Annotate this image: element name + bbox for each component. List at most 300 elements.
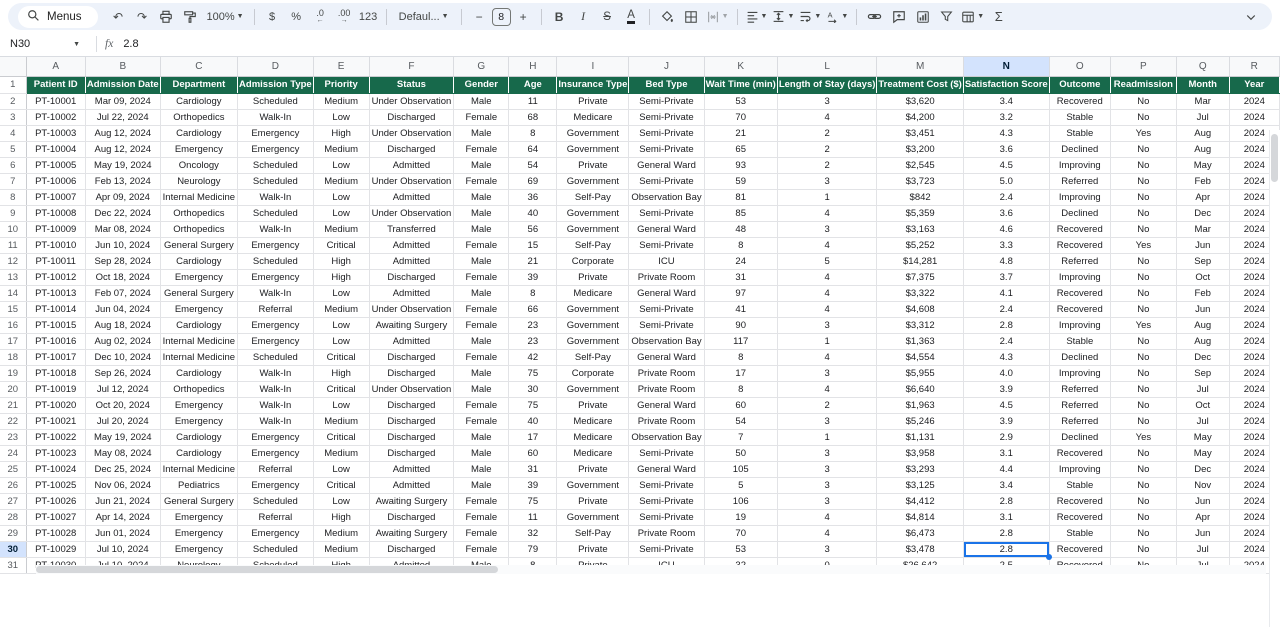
cell-O18[interactable]: Declined bbox=[1049, 349, 1110, 365]
cell-F8[interactable]: Admitted bbox=[369, 189, 454, 205]
cell-P7[interactable]: No bbox=[1110, 173, 1176, 189]
functions-button[interactable] bbox=[987, 5, 1010, 28]
cell-R11[interactable]: 2024 bbox=[1229, 237, 1279, 253]
cell-P12[interactable]: No bbox=[1110, 253, 1176, 269]
cell-O13[interactable]: Improving bbox=[1049, 269, 1110, 285]
cell-F12[interactable]: Admitted bbox=[369, 253, 454, 269]
cell-J3[interactable]: Semi-Private bbox=[629, 109, 704, 125]
cell-R3[interactable]: 2024 bbox=[1229, 109, 1279, 125]
cell-I24[interactable]: Medicare bbox=[557, 445, 629, 461]
cell-I30[interactable]: Private bbox=[557, 541, 629, 557]
cell-I25[interactable]: Private bbox=[557, 461, 629, 477]
cell-E16[interactable]: Low bbox=[313, 317, 369, 333]
cell-G20[interactable]: Male bbox=[454, 381, 509, 397]
vertical-scrollbar[interactable] bbox=[1269, 130, 1280, 627]
cell-G19[interactable]: Male bbox=[454, 365, 509, 381]
cell-A14[interactable]: PT-10013 bbox=[26, 285, 85, 301]
cell-Q10[interactable]: Mar bbox=[1176, 221, 1229, 237]
cell-B13[interactable]: Oct 18, 2024 bbox=[85, 269, 160, 285]
decrease-font-size-button[interactable] bbox=[468, 5, 491, 28]
cell-M26[interactable]: $3,125 bbox=[877, 477, 963, 493]
cell-N11[interactable]: 3.3 bbox=[963, 237, 1049, 253]
cell-R15[interactable]: 2024 bbox=[1229, 301, 1279, 317]
cell-B25[interactable]: Dec 25, 2024 bbox=[85, 461, 160, 477]
cell-K6[interactable]: 93 bbox=[704, 157, 777, 173]
cell-K24[interactable]: 50 bbox=[704, 445, 777, 461]
column-header-L[interactable]: L bbox=[777, 57, 877, 76]
cell-Q9[interactable]: Dec bbox=[1176, 205, 1229, 221]
cell-A16[interactable]: PT-10015 bbox=[26, 317, 85, 333]
cell-M28[interactable]: $4,814 bbox=[877, 509, 963, 525]
cell-Q20[interactable]: Jul bbox=[1176, 381, 1229, 397]
cell-R8[interactable]: 2024 bbox=[1229, 189, 1279, 205]
cell-E26[interactable]: Critical bbox=[313, 477, 369, 493]
cell-K29[interactable]: 70 bbox=[704, 525, 777, 541]
row-header-5[interactable]: 5 bbox=[0, 141, 26, 157]
cell-Q21[interactable]: Oct bbox=[1176, 397, 1229, 413]
cell-R20[interactable]: 2024 bbox=[1229, 381, 1279, 397]
cell-K28[interactable]: 19 bbox=[704, 509, 777, 525]
decrease-decimal-button[interactable] bbox=[309, 5, 332, 28]
cell-R22[interactable]: 2024 bbox=[1229, 413, 1279, 429]
cell-P23[interactable]: Yes bbox=[1110, 429, 1176, 445]
cell-G27[interactable]: Female bbox=[454, 493, 509, 509]
cell-N6[interactable]: 4.5 bbox=[963, 157, 1049, 173]
row-header-2[interactable]: 2 bbox=[0, 93, 26, 109]
font-select[interactable] bbox=[393, 5, 455, 28]
cell-A18[interactable]: PT-10017 bbox=[26, 349, 85, 365]
cell-F28[interactable]: Discharged bbox=[369, 509, 454, 525]
cell-P2[interactable]: No bbox=[1110, 93, 1176, 109]
cell-J6[interactable]: General Ward bbox=[629, 157, 704, 173]
paint-format-button[interactable] bbox=[179, 5, 202, 28]
cell-H29[interactable]: 32 bbox=[509, 525, 557, 541]
cell-F9[interactable]: Under Observation bbox=[369, 205, 454, 221]
cell-R18[interactable]: 2024 bbox=[1229, 349, 1279, 365]
cell-L21[interactable]: 2 bbox=[777, 397, 877, 413]
cell-H22[interactable]: 40 bbox=[509, 413, 557, 429]
cell-D24[interactable]: Emergency bbox=[238, 445, 314, 461]
cell-N22[interactable]: 3.9 bbox=[963, 413, 1049, 429]
cell-L8[interactable]: 1 bbox=[777, 189, 877, 205]
row-header-23[interactable]: 23 bbox=[0, 429, 26, 445]
cell-O21[interactable]: Referred bbox=[1049, 397, 1110, 413]
cell-J16[interactable]: Semi-Private bbox=[629, 317, 704, 333]
cell-F18[interactable]: Discharged bbox=[369, 349, 454, 365]
cell-D8[interactable]: Walk-In bbox=[238, 189, 314, 205]
cell-O4[interactable]: Stable bbox=[1049, 125, 1110, 141]
cell-B3[interactable]: Jul 22, 2024 bbox=[85, 109, 160, 125]
cell-F7[interactable]: Under Observation bbox=[369, 173, 454, 189]
cell-O3[interactable]: Stable bbox=[1049, 109, 1110, 125]
cell-I20[interactable]: Government bbox=[557, 381, 629, 397]
cell-L24[interactable]: 3 bbox=[777, 445, 877, 461]
cell-M20[interactable]: $6,640 bbox=[877, 381, 963, 397]
cell-N3[interactable]: 3.2 bbox=[963, 109, 1049, 125]
cell-O11[interactable]: Recovered bbox=[1049, 237, 1110, 253]
cell-R5[interactable]: 2024 bbox=[1229, 141, 1279, 157]
cell-G29[interactable]: Female bbox=[454, 525, 509, 541]
header-cell-O[interactable]: Outcome bbox=[1049, 76, 1110, 93]
cell-J18[interactable]: General Ward bbox=[629, 349, 704, 365]
cell-G23[interactable]: Male bbox=[454, 429, 509, 445]
text-color-button[interactable] bbox=[620, 5, 643, 28]
cell-I27[interactable]: Private bbox=[557, 493, 629, 509]
column-header-I[interactable]: I bbox=[557, 57, 629, 76]
cell-P25[interactable]: No bbox=[1110, 461, 1176, 477]
cell-I15[interactable]: Government bbox=[557, 301, 629, 317]
cell-C12[interactable]: Cardiology bbox=[160, 253, 237, 269]
cell-A21[interactable]: PT-10020 bbox=[26, 397, 85, 413]
cell-K18[interactable]: 8 bbox=[704, 349, 777, 365]
cell-R24[interactable]: 2024 bbox=[1229, 445, 1279, 461]
cell-B29[interactable]: Jun 01, 2024 bbox=[85, 525, 160, 541]
cell-I29[interactable]: Self-Pay bbox=[557, 525, 629, 541]
cell-M7[interactable]: $3,723 bbox=[877, 173, 963, 189]
cell-R14[interactable]: 2024 bbox=[1229, 285, 1279, 301]
cell-H23[interactable]: 17 bbox=[509, 429, 557, 445]
cell-E7[interactable]: Medium bbox=[313, 173, 369, 189]
cell-K4[interactable]: 21 bbox=[704, 125, 777, 141]
row-header-8[interactable]: 8 bbox=[0, 189, 26, 205]
cell-H17[interactable]: 23 bbox=[509, 333, 557, 349]
cell-B6[interactable]: May 19, 2024 bbox=[85, 157, 160, 173]
strikethrough-button[interactable] bbox=[596, 5, 619, 28]
row-header-3[interactable]: 3 bbox=[0, 109, 26, 125]
column-header-R[interactable]: R bbox=[1229, 57, 1279, 76]
cell-F16[interactable]: Awaiting Surgery bbox=[369, 317, 454, 333]
cell-P18[interactable]: No bbox=[1110, 349, 1176, 365]
cell-F2[interactable]: Under Observation bbox=[369, 93, 454, 109]
cell-L13[interactable]: 4 bbox=[777, 269, 877, 285]
cell-A2[interactable]: PT-10001 bbox=[26, 93, 85, 109]
column-header-K[interactable]: K bbox=[704, 57, 777, 76]
cell-A3[interactable]: PT-10002 bbox=[26, 109, 85, 125]
cell-M30[interactable]: $3,478 bbox=[877, 541, 963, 557]
cell-Q23[interactable]: May bbox=[1176, 429, 1229, 445]
cell-P28[interactable]: No bbox=[1110, 509, 1176, 525]
cell-L20[interactable]: 4 bbox=[777, 381, 877, 397]
cell-G7[interactable]: Female bbox=[454, 173, 509, 189]
cell-L14[interactable]: 4 bbox=[777, 285, 877, 301]
cell-Q29[interactable]: Jun bbox=[1176, 525, 1229, 541]
cell-F10[interactable]: Transferred bbox=[369, 221, 454, 237]
cell-K26[interactable]: 5 bbox=[704, 477, 777, 493]
cell-K5[interactable]: 65 bbox=[704, 141, 777, 157]
header-cell-L[interactable]: Length of Stay (days) bbox=[777, 76, 877, 93]
cell-O7[interactable]: Referred bbox=[1049, 173, 1110, 189]
cell-E10[interactable]: Medium bbox=[313, 221, 369, 237]
cell-H12[interactable]: 21 bbox=[509, 253, 557, 269]
cell-B21[interactable]: Oct 20, 2024 bbox=[85, 397, 160, 413]
cell-G22[interactable]: Female bbox=[454, 413, 509, 429]
cell-J8[interactable]: Observation Bay bbox=[629, 189, 704, 205]
cell-N20[interactable]: 3.9 bbox=[963, 381, 1049, 397]
row-header-11[interactable]: 11 bbox=[0, 237, 26, 253]
cell-R7[interactable]: 2024 bbox=[1229, 173, 1279, 189]
cell-D20[interactable]: Walk-In bbox=[238, 381, 314, 397]
cell-G18[interactable]: Female bbox=[454, 349, 509, 365]
cell-Q5[interactable]: Aug bbox=[1176, 141, 1229, 157]
cell-B30[interactable]: Jul 10, 2024 bbox=[85, 541, 160, 557]
cell-F27[interactable]: Awaiting Surgery bbox=[369, 493, 454, 509]
column-header-J[interactable]: J bbox=[629, 57, 704, 76]
column-header-M[interactable]: M bbox=[877, 57, 963, 76]
cell-H8[interactable]: 36 bbox=[509, 189, 557, 205]
cell-M17[interactable]: $1,363 bbox=[877, 333, 963, 349]
cell-B2[interactable]: Mar 09, 2024 bbox=[85, 93, 160, 109]
header-cell-E[interactable]: Priority bbox=[313, 76, 369, 93]
cell-D9[interactable]: Scheduled bbox=[238, 205, 314, 221]
cell-R30[interactable]: 2024 bbox=[1229, 541, 1279, 557]
cell-M14[interactable]: $3,322 bbox=[877, 285, 963, 301]
cell-P11[interactable]: Yes bbox=[1110, 237, 1176, 253]
cell-C21[interactable]: Emergency bbox=[160, 397, 237, 413]
header-cell-G[interactable]: Gender bbox=[454, 76, 509, 93]
cell-O17[interactable]: Stable bbox=[1049, 333, 1110, 349]
cell-E23[interactable]: Critical bbox=[313, 429, 369, 445]
cell-J25[interactable]: General Ward bbox=[629, 461, 704, 477]
cell-K14[interactable]: 97 bbox=[704, 285, 777, 301]
font-size-input[interactable] bbox=[492, 8, 511, 26]
cell-R16[interactable]: 2024 bbox=[1229, 317, 1279, 333]
cell-A5[interactable]: PT-10004 bbox=[26, 141, 85, 157]
insert-chart-button[interactable] bbox=[911, 5, 934, 28]
cell-R19[interactable]: 2024 bbox=[1229, 365, 1279, 381]
cell-N23[interactable]: 2.9 bbox=[963, 429, 1049, 445]
cell-D3[interactable]: Walk-In bbox=[238, 109, 314, 125]
cell-Q26[interactable]: Nov bbox=[1176, 477, 1229, 493]
cell-H11[interactable]: 15 bbox=[509, 237, 557, 253]
cell-Q6[interactable]: May bbox=[1176, 157, 1229, 173]
bold-button[interactable] bbox=[548, 5, 571, 28]
cell-H9[interactable]: 40 bbox=[509, 205, 557, 221]
cell-N10[interactable]: 4.6 bbox=[963, 221, 1049, 237]
redo-button[interactable] bbox=[131, 5, 154, 28]
cell-D21[interactable]: Walk-In bbox=[238, 397, 314, 413]
cell-O5[interactable]: Declined bbox=[1049, 141, 1110, 157]
cell-G30[interactable]: Female bbox=[454, 541, 509, 557]
cell-D12[interactable]: Scheduled bbox=[238, 253, 314, 269]
cell-E19[interactable]: High bbox=[313, 365, 369, 381]
row-header-15[interactable]: 15 bbox=[0, 301, 26, 317]
row-header-4[interactable]: 4 bbox=[0, 125, 26, 141]
cell-J22[interactable]: Private Room bbox=[629, 413, 704, 429]
cell-I6[interactable]: Private bbox=[557, 157, 629, 173]
increase-font-size-button[interactable] bbox=[512, 5, 535, 28]
cell-P4[interactable]: Yes bbox=[1110, 125, 1176, 141]
cell-P21[interactable]: No bbox=[1110, 397, 1176, 413]
cell-N18[interactable]: 4.3 bbox=[963, 349, 1049, 365]
cell-A13[interactable]: PT-10012 bbox=[26, 269, 85, 285]
cell-Q25[interactable]: Dec bbox=[1176, 461, 1229, 477]
cell-I18[interactable]: Self-Pay bbox=[557, 349, 629, 365]
cell-K2[interactable]: 53 bbox=[704, 93, 777, 109]
cell-E11[interactable]: Critical bbox=[313, 237, 369, 253]
cell-M5[interactable]: $3,200 bbox=[877, 141, 963, 157]
column-header-G[interactable]: G bbox=[454, 57, 509, 76]
cell-R6[interactable]: 2024 bbox=[1229, 157, 1279, 173]
cell-K16[interactable]: 90 bbox=[704, 317, 777, 333]
cell-D17[interactable]: Emergency bbox=[238, 333, 314, 349]
cell-N30[interactable]: 2.8 bbox=[963, 541, 1049, 557]
cell-C19[interactable]: Cardiology bbox=[160, 365, 237, 381]
cell-O20[interactable]: Referred bbox=[1049, 381, 1110, 397]
cell-H20[interactable]: 30 bbox=[509, 381, 557, 397]
cell-D7[interactable]: Scheduled bbox=[238, 173, 314, 189]
fill-color-button[interactable] bbox=[656, 5, 679, 28]
cell-O10[interactable]: Recovered bbox=[1049, 221, 1110, 237]
cell-B17[interactable]: Aug 02, 2024 bbox=[85, 333, 160, 349]
cell-Q3[interactable]: Jul bbox=[1176, 109, 1229, 125]
cell-C13[interactable]: Emergency bbox=[160, 269, 237, 285]
cell-M11[interactable]: $5,252 bbox=[877, 237, 963, 253]
cell-J21[interactable]: General Ward bbox=[629, 397, 704, 413]
cell-H24[interactable]: 60 bbox=[509, 445, 557, 461]
cell-F3[interactable]: Discharged bbox=[369, 109, 454, 125]
cell-H25[interactable]: 31 bbox=[509, 461, 557, 477]
cell-M21[interactable]: $1,963 bbox=[877, 397, 963, 413]
cell-B5[interactable]: Aug 12, 2024 bbox=[85, 141, 160, 157]
cell-L16[interactable]: 3 bbox=[777, 317, 877, 333]
cell-F14[interactable]: Admitted bbox=[369, 285, 454, 301]
cell-F15[interactable]: Under Observation bbox=[369, 301, 454, 317]
cell-P26[interactable]: No bbox=[1110, 477, 1176, 493]
cell-G24[interactable]: Male bbox=[454, 445, 509, 461]
cell-L15[interactable]: 4 bbox=[777, 301, 877, 317]
cell-J23[interactable]: Observation Bay bbox=[629, 429, 704, 445]
cell-F13[interactable]: Discharged bbox=[369, 269, 454, 285]
cell-B28[interactable]: Apr 14, 2024 bbox=[85, 509, 160, 525]
cell-L5[interactable]: 2 bbox=[777, 141, 877, 157]
cell-B20[interactable]: Jul 12, 2024 bbox=[85, 381, 160, 397]
cell-N25[interactable]: 4.4 bbox=[963, 461, 1049, 477]
cell-F21[interactable]: Discharged bbox=[369, 397, 454, 413]
cell-N12[interactable]: 4.8 bbox=[963, 253, 1049, 269]
cell-C25[interactable]: Internal Medicine bbox=[160, 461, 237, 477]
cell-P20[interactable]: No bbox=[1110, 381, 1176, 397]
row-header-27[interactable]: 27 bbox=[0, 493, 26, 509]
cell-B15[interactable]: Jun 04, 2024 bbox=[85, 301, 160, 317]
cell-N26[interactable]: 3.4 bbox=[963, 477, 1049, 493]
cell-I21[interactable]: Private bbox=[557, 397, 629, 413]
cell-A29[interactable]: PT-10028 bbox=[26, 525, 85, 541]
row-header-21[interactable]: 21 bbox=[0, 397, 26, 413]
cell-I22[interactable]: Medicare bbox=[557, 413, 629, 429]
cell-O9[interactable]: Declined bbox=[1049, 205, 1110, 221]
vertical-scrollbar-thumb[interactable] bbox=[1271, 134, 1278, 182]
cell-M13[interactable]: $7,375 bbox=[877, 269, 963, 285]
cell-E17[interactable]: Low bbox=[313, 333, 369, 349]
cell-I13[interactable]: Private bbox=[557, 269, 629, 285]
cell-L4[interactable]: 2 bbox=[777, 125, 877, 141]
cell-O15[interactable]: Recovered bbox=[1049, 301, 1110, 317]
cell-Q22[interactable]: Jul bbox=[1176, 413, 1229, 429]
cell-R21[interactable]: 2024 bbox=[1229, 397, 1279, 413]
cell-H15[interactable]: 66 bbox=[509, 301, 557, 317]
column-header-A[interactable]: A bbox=[26, 57, 85, 76]
hide-menus-button[interactable] bbox=[1239, 5, 1262, 28]
cell-L11[interactable]: 4 bbox=[777, 237, 877, 253]
cell-A26[interactable]: PT-10025 bbox=[26, 477, 85, 493]
cell-K7[interactable]: 59 bbox=[704, 173, 777, 189]
header-cell-A[interactable]: Patient ID bbox=[26, 76, 85, 93]
cell-P14[interactable]: No bbox=[1110, 285, 1176, 301]
column-header-P[interactable]: P bbox=[1110, 57, 1176, 76]
row-header-19[interactable]: 19 bbox=[0, 365, 26, 381]
row-header-7[interactable]: 7 bbox=[0, 173, 26, 189]
row-header-28[interactable]: 28 bbox=[0, 509, 26, 525]
cell-P22[interactable]: No bbox=[1110, 413, 1176, 429]
cell-L17[interactable]: 1 bbox=[777, 333, 877, 349]
cell-L12[interactable]: 5 bbox=[777, 253, 877, 269]
cell-G5[interactable]: Female bbox=[454, 141, 509, 157]
cell-O6[interactable]: Improving bbox=[1049, 157, 1110, 173]
cell-D26[interactable]: Emergency bbox=[238, 477, 314, 493]
cell-C28[interactable]: Emergency bbox=[160, 509, 237, 525]
cell-A6[interactable]: PT-10005 bbox=[26, 157, 85, 173]
cell-D29[interactable]: Emergency bbox=[238, 525, 314, 541]
borders-button[interactable] bbox=[680, 5, 703, 28]
cell-C16[interactable]: Cardiology bbox=[160, 317, 237, 333]
row-header-13[interactable]: 13 bbox=[0, 269, 26, 285]
cell-P6[interactable]: No bbox=[1110, 157, 1176, 173]
cell-K9[interactable]: 85 bbox=[704, 205, 777, 221]
header-cell-C[interactable]: Department bbox=[160, 76, 237, 93]
print-button[interactable] bbox=[155, 5, 178, 28]
row-header-1[interactable]: 1 bbox=[0, 76, 26, 93]
cell-G14[interactable]: Male bbox=[454, 285, 509, 301]
cell-E2[interactable]: Medium bbox=[313, 93, 369, 109]
zoom-select[interactable] bbox=[203, 5, 248, 28]
cell-H18[interactable]: 42 bbox=[509, 349, 557, 365]
cell-N28[interactable]: 3.1 bbox=[963, 509, 1049, 525]
cell-O19[interactable]: Improving bbox=[1049, 365, 1110, 381]
cell-C3[interactable]: Orthopedics bbox=[160, 109, 237, 125]
cell-H26[interactable]: 39 bbox=[509, 477, 557, 493]
cell-B23[interactable]: May 19, 2024 bbox=[85, 429, 160, 445]
cell-N17[interactable]: 2.4 bbox=[963, 333, 1049, 349]
cell-J15[interactable]: Semi-Private bbox=[629, 301, 704, 317]
cell-D2[interactable]: Scheduled bbox=[238, 93, 314, 109]
cell-H10[interactable]: 56 bbox=[509, 221, 557, 237]
cell-O2[interactable]: Recovered bbox=[1049, 93, 1110, 109]
header-cell-Q[interactable]: Month bbox=[1176, 76, 1229, 93]
cell-J30[interactable]: Semi-Private bbox=[629, 541, 704, 557]
cell-I11[interactable]: Self-Pay bbox=[557, 237, 629, 253]
cell-I5[interactable]: Government bbox=[557, 141, 629, 157]
cell-D27[interactable]: Scheduled bbox=[238, 493, 314, 509]
cell-G17[interactable]: Male bbox=[454, 333, 509, 349]
cell-A25[interactable]: PT-10024 bbox=[26, 461, 85, 477]
cell-C8[interactable]: Internal Medicine bbox=[160, 189, 237, 205]
header-cell-M[interactable]: Treatment Cost ($) bbox=[877, 76, 963, 93]
cell-R2[interactable]: 2024 bbox=[1229, 93, 1279, 109]
cell-O26[interactable]: Stable bbox=[1049, 477, 1110, 493]
cell-I23[interactable]: Medicare bbox=[557, 429, 629, 445]
cell-O28[interactable]: Recovered bbox=[1049, 509, 1110, 525]
row-header-17[interactable]: 17 bbox=[0, 333, 26, 349]
cell-F20[interactable]: Under Observation bbox=[369, 381, 454, 397]
cell-R12[interactable]: 2024 bbox=[1229, 253, 1279, 269]
cell-M19[interactable]: $5,955 bbox=[877, 365, 963, 381]
cell-A20[interactable]: PT-10019 bbox=[26, 381, 85, 397]
text-wrap-button[interactable] bbox=[797, 5, 823, 28]
cell-O30[interactable]: Recovered bbox=[1049, 541, 1110, 557]
increase-decimal-button[interactable] bbox=[333, 5, 356, 28]
cell-I28[interactable]: Government bbox=[557, 509, 629, 525]
cell-C9[interactable]: Orthopedics bbox=[160, 205, 237, 221]
